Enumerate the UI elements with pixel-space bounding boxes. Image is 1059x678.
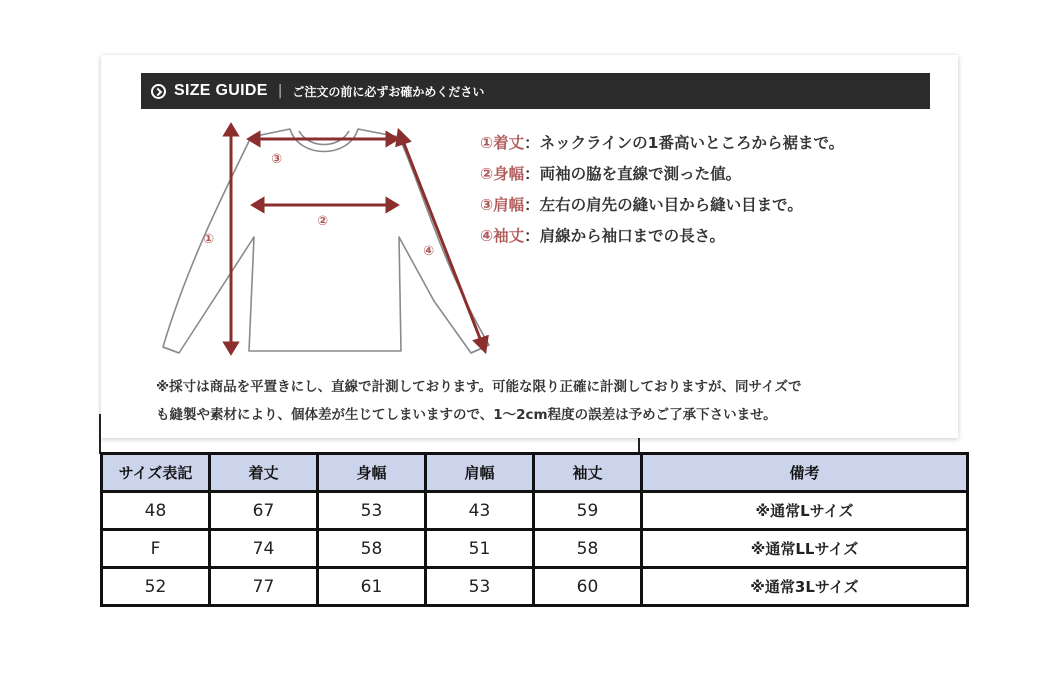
cell-shoulder-width: 43 (426, 492, 534, 530)
size-guide-title: SIZE GUIDE (174, 82, 268, 99)
definition-term: ③肩幅 (480, 196, 525, 214)
cell-sleeve-length: 59 (534, 492, 642, 530)
cell-remarks: ※通常3Lサイズ (642, 568, 968, 606)
definition-term: ①着丈 (480, 134, 525, 152)
note-line: ※採寸は商品を平置きにし、直線で計測しております。可能な限り正確に計測しておりますが、同サイズで (156, 379, 802, 395)
size-table (100, 452, 969, 607)
header-size-label: サイズ表記 (102, 454, 210, 492)
definition-row (480, 193, 844, 224)
header-shoulder-width: 肩幅 (426, 454, 534, 492)
table-row (102, 530, 968, 568)
definition-desc: ：ネックラインの1番高いところから裾まで。 (524, 134, 845, 152)
measurement-definitions (480, 131, 844, 255)
marker-4: ④ (423, 244, 435, 259)
definition-term: ④袖丈 (480, 227, 525, 245)
size-guide-header (141, 73, 930, 109)
cell-shoulder-width: 53 (426, 568, 534, 606)
cell-size: F (102, 530, 210, 568)
table-row (102, 568, 968, 606)
definition-desc: ：両袖の脇を直線で測った値。 (524, 165, 742, 183)
marker-3: ③ (271, 152, 283, 167)
table-header-row (102, 454, 968, 492)
header-sleeve-length: 袖丈 (534, 454, 642, 492)
measurement-note (156, 373, 801, 429)
definition-row (480, 224, 844, 255)
definition-desc: ：肩線から袖口までの長さ。 (524, 227, 726, 245)
definition-row (480, 162, 844, 193)
cell-size: 48 (102, 492, 210, 530)
size-guide-card (101, 55, 958, 438)
marker-1: ① (203, 232, 215, 247)
cell-shoulder-width: 51 (426, 530, 534, 568)
shirt-diagram (159, 119, 499, 359)
size-guide-subtitle: ご注文の前に必ずお確かめください (292, 84, 485, 99)
cell-body-width: 58 (318, 530, 426, 568)
note-line: も縫製や素材により、個体差が生じてしまいますので、1～2cm程度の誤差は予めご了承下さいませ。 (156, 407, 777, 423)
cell-length: 74 (210, 530, 318, 568)
cell-remarks: ※通常LLサイズ (642, 530, 968, 568)
cell-sleeve-length: 58 (534, 530, 642, 568)
cell-size: 52 (102, 568, 210, 606)
left-border-line (99, 414, 101, 454)
header-remarks: 備考 (642, 454, 968, 492)
marker-2: ② (317, 214, 329, 229)
header-separator: | (277, 83, 283, 99)
cell-length: 67 (210, 492, 318, 530)
cell-body-width: 61 (318, 568, 426, 606)
header-body-width: 身幅 (318, 454, 426, 492)
header-length: 着丈 (210, 454, 318, 492)
definition-desc: ：左右の肩先の縫い目から縫い目まで。 (524, 196, 803, 214)
definition-term: ②身幅 (480, 165, 525, 183)
cell-length: 77 (210, 568, 318, 606)
cell-body-width: 53 (318, 492, 426, 530)
table-row (102, 492, 968, 530)
definition-row (480, 131, 844, 162)
cell-remarks: ※通常Lサイズ (642, 492, 968, 530)
cell-sleeve-length: 60 (534, 568, 642, 606)
chevron-circle-icon (151, 84, 166, 99)
